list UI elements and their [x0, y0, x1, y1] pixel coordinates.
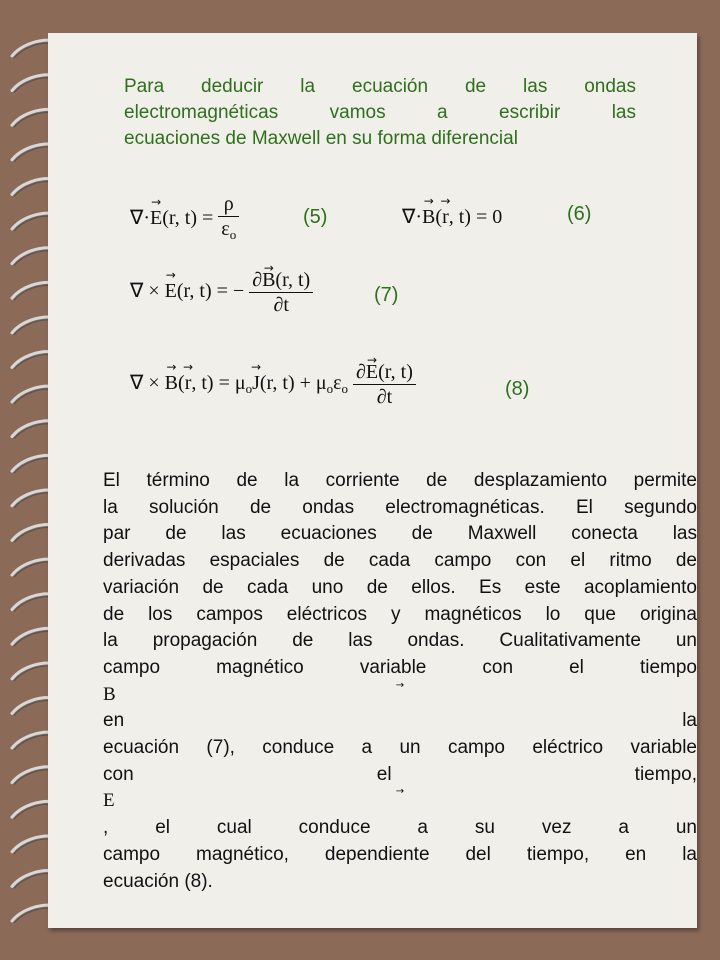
- intro-line-3: ecuaciones de Maxwell en su forma diferencial: [124, 128, 518, 149]
- intro-line-1: Para deducir la ecuación de las ondas: [124, 76, 636, 97]
- body-line-6: de los campos eléctricos y magnéticos lo que origina: [103, 603, 697, 625]
- body-line-10-a: con el tiempo,: [103, 763, 697, 785]
- body-line-11: campo magnético, dependiente del tiempo, en la: [103, 843, 697, 865]
- body-line-3: par de las ecuaciones de Maxwell conecta las: [103, 523, 697, 545]
- body-line-8-b: en la: [103, 710, 697, 732]
- body-line-4: derivadas espaciales de cada campo con el ritmo de: [103, 550, 697, 572]
- equation-7-label: (7): [374, 284, 399, 306]
- equation-8-fraction: [353, 360, 416, 409]
- equation-7-fraction: [249, 268, 313, 317]
- body-line-5: variación de cada uno de ellos. Es este acoplamiento: [103, 576, 697, 598]
- body-line-9: ecuación (7), conduce a un campo eléctrico variable: [103, 737, 697, 759]
- equation-7-denominator: ∂t: [273, 294, 289, 316]
- intro-line-2: electromagnéticas vamos a escribir las: [124, 102, 636, 123]
- body-line-12: ecuación (8).: [103, 870, 213, 892]
- symbol-B: → B: [103, 682, 697, 709]
- symbol-E: → E: [103, 788, 697, 815]
- equation-6: ∇·→ B(→ r, t) = 0: [402, 204, 502, 229]
- body-line-8: [103, 655, 697, 735]
- intro-paragraph: [124, 74, 636, 152]
- body-line-10: [103, 762, 697, 842]
- equation-7-numerator: ∂→ B(r, t): [249, 268, 313, 293]
- body-paragraph: [103, 468, 697, 895]
- body-line-8-a: campo magnético variable con el tiempo: [103, 656, 697, 678]
- equation-8-numerator: ∂→ E(r, t): [353, 360, 416, 385]
- body-line-1: El término de la corriente de desplazamiento permite: [103, 470, 697, 491]
- equation-6-label: (6): [567, 203, 592, 225]
- equation-5-label: (5): [303, 206, 328, 228]
- equation-5: ∇·→ E(r, t) = $\frac{\rho}{\varepsilon_o}$: [130, 192, 239, 247]
- equation-5-fraction: [218, 192, 239, 247]
- body-line-2: la solución de ondas electromagnéticas. El segundo: [103, 496, 697, 518]
- body-line-10-b: , el cual conduce a su vez a un: [103, 817, 697, 839]
- equation-8-label: (8): [505, 378, 530, 400]
- equation-5-numerator: ρ: [218, 192, 239, 217]
- equation-8: ∇ × → B(→ r, $t) = \mu_o\to J(r$, $t) + \mu_o\varepsilon_o$ $\frac{\partial\to E(r, t)}{\partial t}$: [130, 360, 416, 409]
- equation-5-denominator: ε: [221, 218, 230, 240]
- body-line-7: la propagación de las ondas. Cualitativamente un: [103, 630, 697, 652]
- equation-7: ∇ × → E(r, t) = − $\frac{\partial\to B(r, t)}{\partial t}$: [130, 268, 313, 317]
- equation-8-denominator: ∂t: [376, 386, 393, 408]
- equation-5-den-sub: o: [229, 227, 237, 242]
